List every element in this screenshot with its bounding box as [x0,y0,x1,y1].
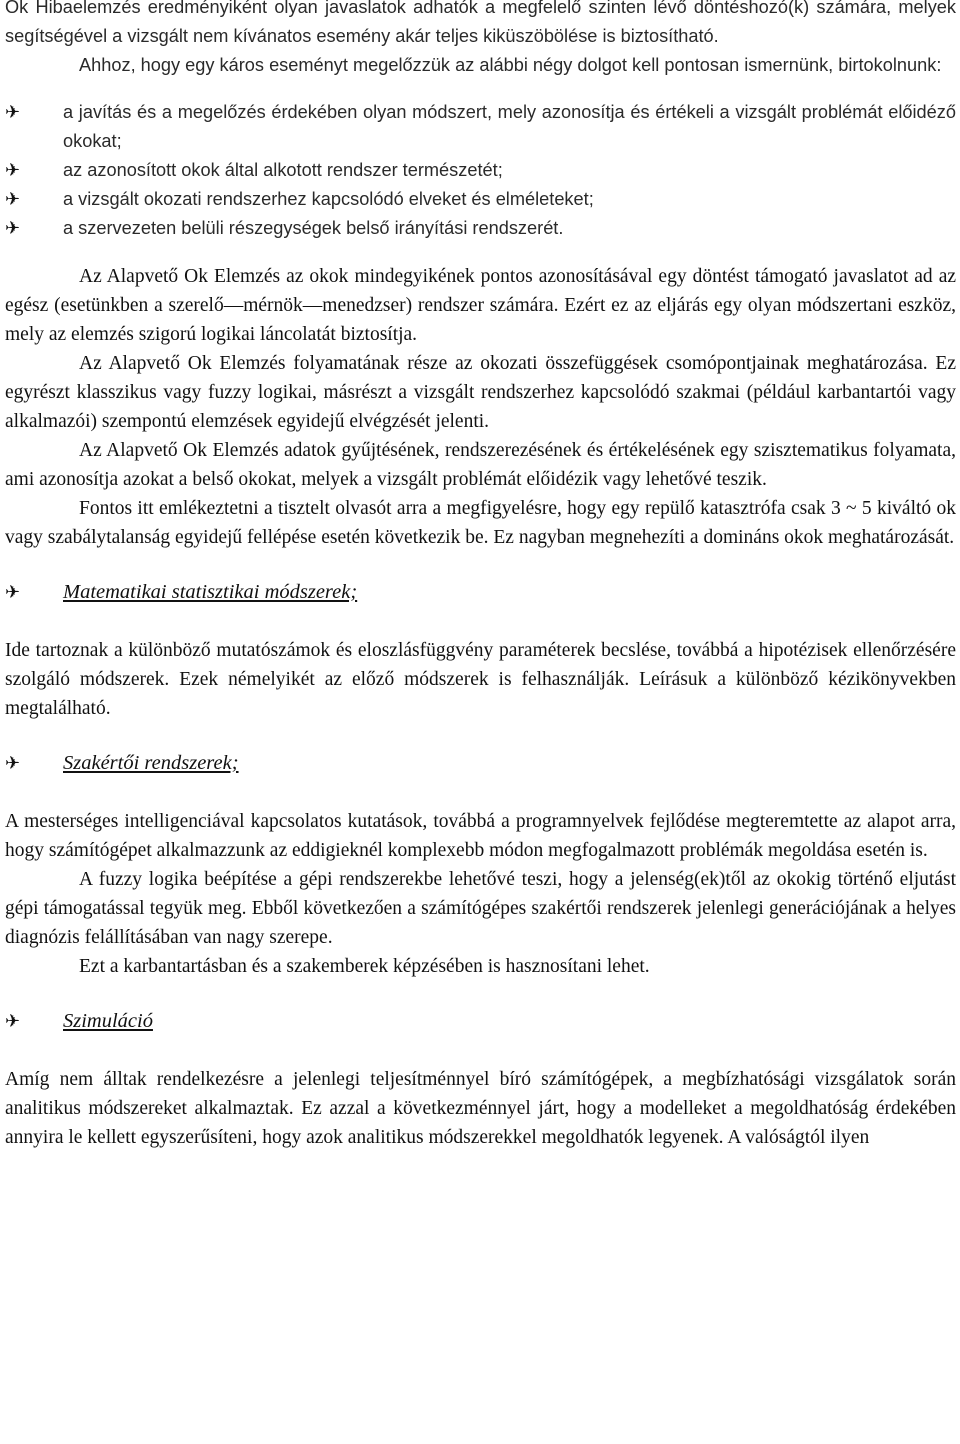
section-heading-simulation [5,1007,956,1036]
list-item [5,214,956,243]
section-heading-statistics [5,578,956,607]
body-paragraph: Ide tartoznak a különböző mutatószámok és eloszlásfüggvény paraméterek becslése, továbbá a hipotézisek ellenőrzésére szolgáló módszerek. Ezek némelyikét az előző módszerek is felhasználják. Leírásuk a különböző kézikönyvekben megtalálható. [5,640,956,719]
intro-paragraph-2: Ahhoz, hogy egy káros eseményt megelőzzük az alábbi négy dolgot kell pontosan ismernünk, birtokolnunk: [79,55,942,75]
arrow-bullet-icon: ✈ [5,160,21,181]
requirements-list [5,98,956,243]
list-item [5,185,956,214]
body-paragraph: Az Alapvető Ok Elemzés az okok mindegyikének pontos azonosításával egy döntést támogató javaslatot ad az egész (esetünkben a szerelő—mérnök—menedzser) rendszer számára. Ezért ez az eljárás egy olyan módszertani eszköz, mely az elemzés szigorú logikai láncolatát biztosítja. [5,266,956,345]
list-item-text: a szervezeten belüli részegységek belső irányítási rendszerét. [63,218,564,238]
arrow-bullet-icon: ✈ [5,102,21,123]
section-heading-expert-systems [5,749,956,778]
arrow-bullet-icon: ✈ [5,189,21,210]
arrow-bullet-icon: ✈ [5,582,21,603]
section-heading-text: Szimuláció [63,1010,153,1032]
arrow-bullet-icon: ✈ [5,218,21,239]
section-heading-text: Matematikai statisztikai módszerek; [63,581,358,603]
arrow-bullet-icon: ✈ [5,1011,21,1032]
section-heading-text: Szakértői rendszerek; [63,752,239,774]
list-item-text: a javítás és a megelőzés érdekében olyan módszert, mely azonosítja és értékeli a vizsgált problémát előidéző okokat; [63,102,956,151]
body-paragraph: Ezt a karbantartásban és a szakemberek képzésében is hasznosítani lehet. [79,956,650,977]
body-paragraph: Az Alapvető Ok Elemzés adatok gyűjtésének, rendszerezésének és értékelésének egy szisztematikus folyamata, ami azonosítja azokat a belső okokat, melyek a vizsgált problémát előidézik vagy lehetővé teszik. [5,440,956,490]
body-paragraph: Az Alapvető Ok Elemzés folyamatának része az okozati összefüggések csomópontjainak meghatározása. Ez egyrészt klasszikus vagy fuzzy logikai, másrészt a vizsgált rendszerhez kapcsolódó szakmai (például karbantartói vagy alkalmazói) szempontú elemzések egyidejű elvégzését jelenti. [5,353,956,432]
body-paragraph: Amíg nem álltak rendelkezésre a jelenlegi teljesítménnyel bíró számítógépek, a megbízhatósági vizsgálatok során analitikus módszereket alkalmaztak. Ez azzal a következménnyel járt, hogy a modelleket a megoldhatóság érdekében annyira le kellett egyszerűsíteni, hogy azok analitikus módszerekkel megoldhatók legyenek. A valóságtól ilyen [5,1069,956,1148]
intro-paragraph-1: Ok Hibaelemzés eredményiként olyan javaslatok adhatók a megfelelő szinten lévő döntéshozó(k) számára, melyek segítségével a vizsgált nem kívánatos esemény akár teljes kiküszöbölése is biztosítható. [5,0,956,46]
body-paragraph: A fuzzy logika beépítése a gépi rendszerekbe lehetővé teszi, hogy a jelenség(ek)től az okokig történő eljutást gépi támogatással tegyük meg. Ebből következően a számítógépes szakértői rendszerek jelenlegi generációjának a helyes diagnózis felállításában van nagy szerepe. [5,869,956,948]
list-item [5,98,956,156]
list-item-text: az azonosított okok által alkotott rendszer természetét; [63,160,503,180]
body-paragraph: A mesterséges intelligenciával kapcsolatos kutatások, továbbá a programnyelvek fejlődése megteremtette az alapot arra, hogy számítógépet alkalmazzunk az eddigieknél komplexebb módon megfogalmazott problémák megoldása esetén is. [5,811,956,861]
arrow-bullet-icon: ✈ [5,753,21,774]
list-item-text: a vizsgált okozati rendszerhez kapcsolódó elveket és elméleteket; [63,189,594,209]
body-paragraph: Fontos itt emlékeztetni a tisztelt olvasót arra a megfigyelésre, hogy egy repülő katasztrófa csak 3 ~ 5 kiváltó ok vagy szabálytalanság egyidejű fellépése esetén következik be. Ez nagyban megnehezíti a domináns okok meghatározását. [5,498,956,548]
list-item [5,156,956,185]
